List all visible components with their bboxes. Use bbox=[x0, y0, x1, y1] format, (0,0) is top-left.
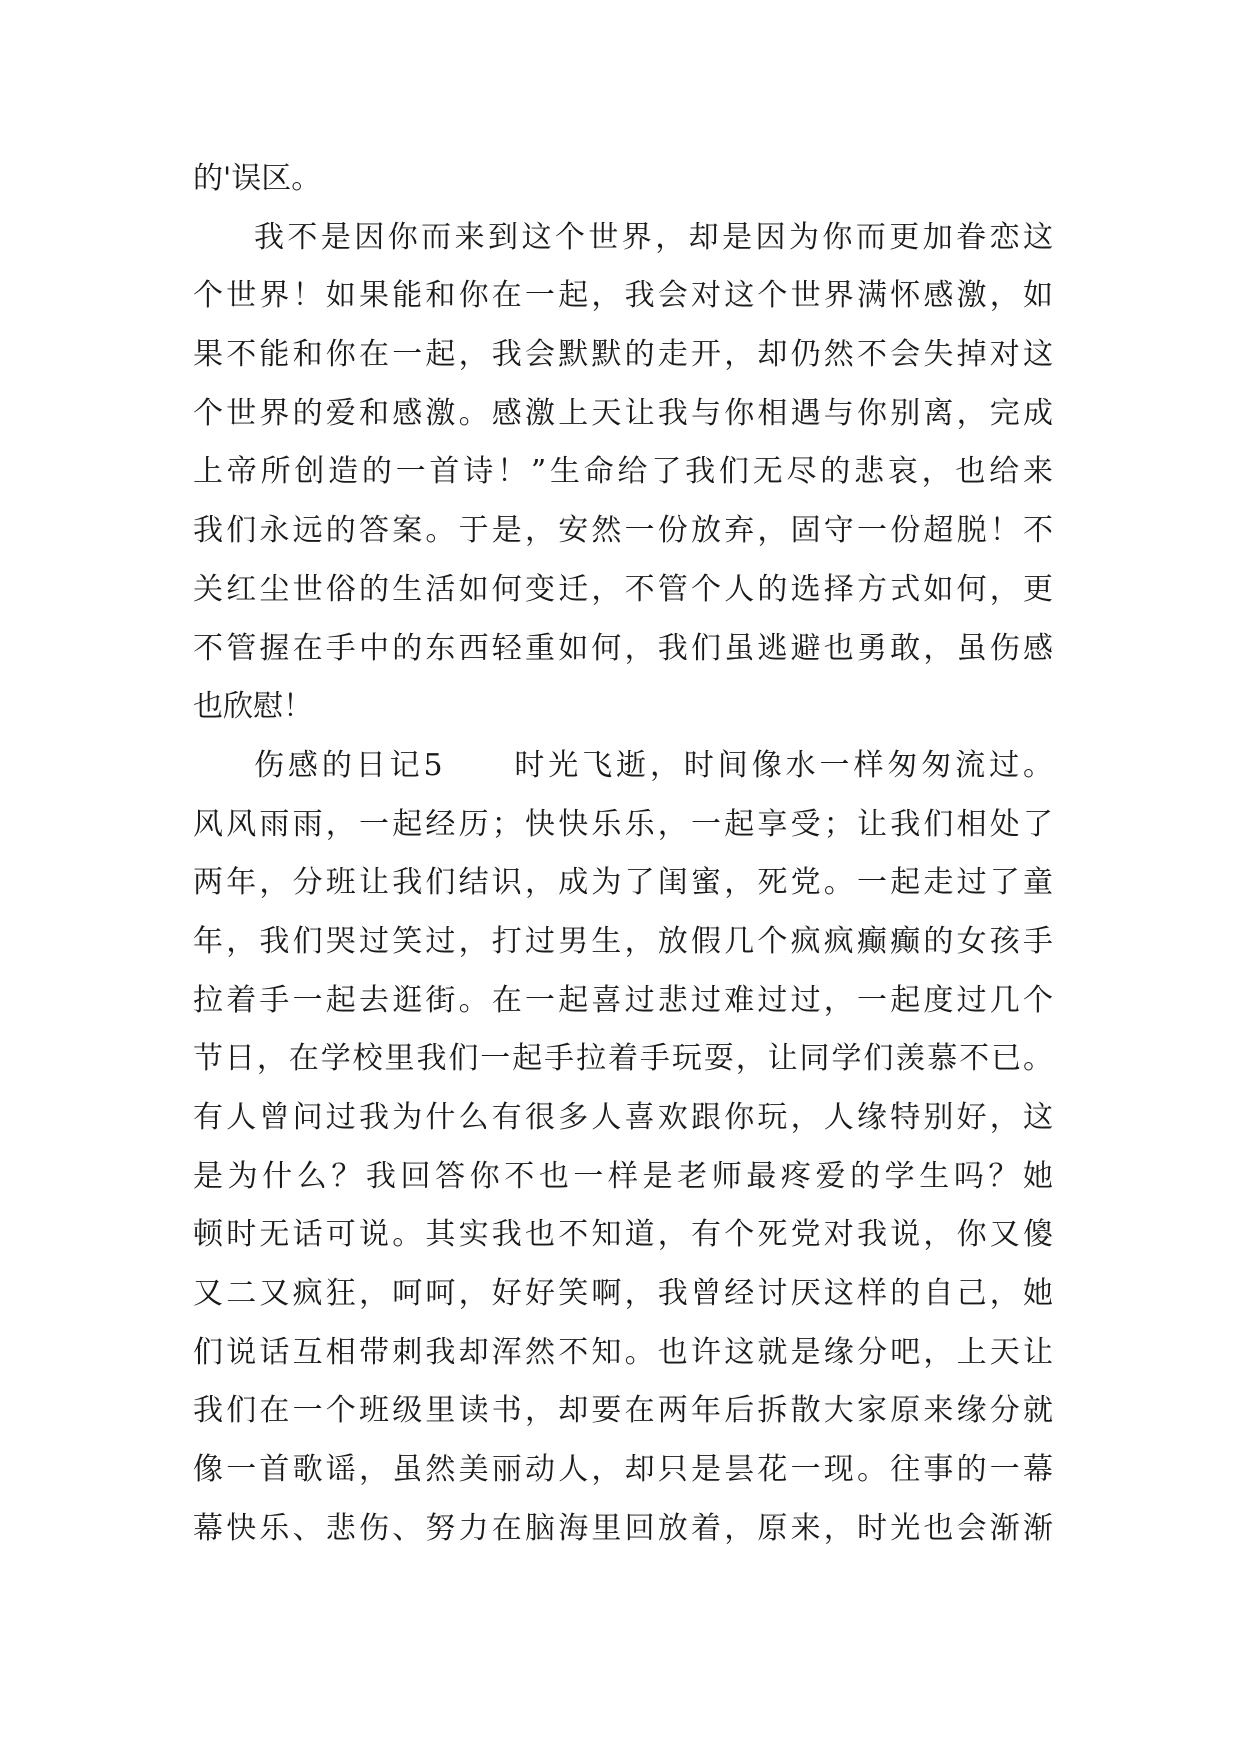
text-line: 像一首歌谣，虽然美丽动人，却只是昙花一现。往事的一幕 bbox=[193, 1452, 1053, 1488]
text-line: 不管握在手中的东西轻重如何，我们虽逃避也勇敢，虽伤感 bbox=[193, 630, 1053, 666]
text-line: 我不是因你而来到这个世界，却是因为你而更加眷恋这 bbox=[254, 219, 1053, 255]
text-line: 我们永远的答案。于是，安然一份放弃，固守一份超脱！不 bbox=[193, 513, 1053, 549]
text-line: 是为什么？我回答你不也一样是老师最疼爱的学生吗？她 bbox=[193, 1158, 1053, 1194]
text-line: 个世界的爱和感激。感激上天让我与你相遇与你别离，完成 bbox=[193, 395, 1053, 431]
text-line: 的'误区。 bbox=[193, 161, 322, 196]
body-text bbox=[193, 150, 1053, 1559]
text-line: 幕快乐、悲伤、努力在脑海里回放着，原来，时光也会渐渐 bbox=[193, 1510, 1053, 1546]
text-line: 伤感的日记5 时光飞逝，时间像水一样匆匆流过。 bbox=[254, 747, 1053, 783]
text-line: 风风雨雨，一起经历；快快乐乐，一起享受；让我们相处了 bbox=[193, 806, 1053, 842]
text-line: 个世界！如果能和你在一起，我会对这个世界满怀感激，如 bbox=[193, 278, 1053, 314]
text-line: 上帝所创造的一首诗！”生命给了我们无尽的悲哀，也给来 bbox=[193, 454, 1053, 490]
text-line: 两年，分班让我们结识，成为了闺蜜，死党。一起走过了童 bbox=[193, 865, 1053, 901]
text-line: 又二又疯狂，呵呵，好好笑啊，我曾经讨厌这样的自己，她 bbox=[193, 1276, 1053, 1312]
text-line: 有人曾问过我为什么有很多人喜欢跟你玩，人缘特别好，这 bbox=[193, 1100, 1053, 1135]
text-line: 也欣慰！ bbox=[193, 689, 313, 725]
text-line: 拉着手一起去逛街。在一起喜过悲过难过过，一起度过几个 bbox=[193, 982, 1053, 1018]
text-line: 节日，在学校里我们一起手拉着手玩耍，让同学们羡慕不已。 bbox=[193, 1041, 1053, 1077]
text-line: 关红尘世俗的生活如何变迁，不管个人的选择方式如何，更 bbox=[193, 571, 1053, 607]
text-line: 们说话互相带刺我却浑然不知。也许这就是缘分吧，上天让 bbox=[193, 1334, 1053, 1370]
text-line: 果不能和你在一起，我会默默的走开，却仍然不会失掉对这 bbox=[193, 337, 1053, 373]
text-line: 年，我们哭过笑过，打过男生，放假几个疯疯癫癫的女孩手 bbox=[193, 923, 1053, 959]
text-line: 顿时无话可说。其实我也不知道，有个死党对我说，你又傻 bbox=[193, 1217, 1053, 1253]
text-line: 我们在一个班级里读书，却要在两年后拆散大家原来缘分就 bbox=[193, 1393, 1053, 1429]
